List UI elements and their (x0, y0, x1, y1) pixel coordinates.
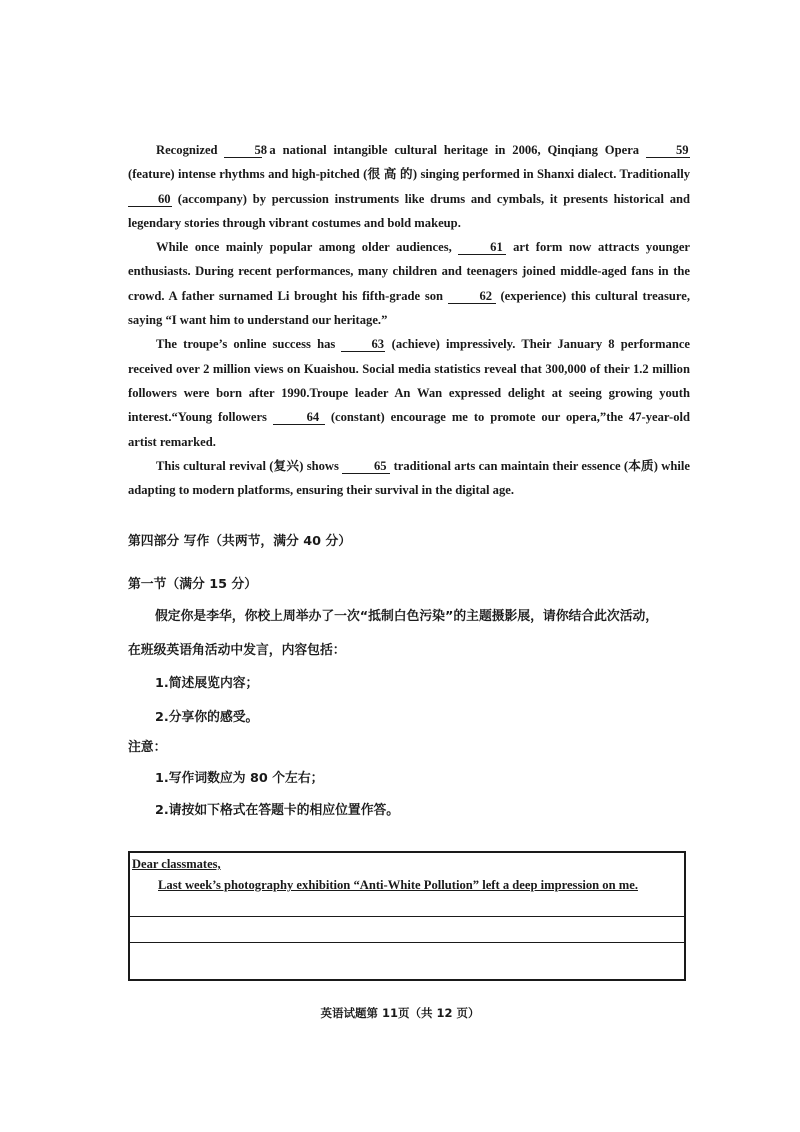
greeting: Dear classmates, (132, 857, 221, 871)
text: (accompany) by percussion instruments like drums and cymbals, it presents historical and legendary stories through vibrant costumes and bold makeup. (128, 191, 691, 230)
blank-58: 58 (224, 143, 262, 158)
part-title: 第四部分 写作（共两节，满分 40 分） (128, 534, 352, 549)
blank-65: 65 (342, 459, 390, 474)
note-label: 注意： (128, 740, 167, 755)
writing-line (130, 942, 684, 943)
writing-line (130, 916, 684, 917)
text: Recognized (156, 143, 218, 157)
passage (128, 138, 690, 502)
paragraph-4 (128, 454, 690, 503)
text: a national intangible cultural heritage in 2006, Qinqiang Opera (269, 143, 640, 157)
text: (achieve) impressively. Their January 8 performance received over 2 million views on Kuaishou. Social media statistics reveal that 300,000 of their 1.2 million followers were born after 1990.Troupe leader An Wan expressed delight at seeing growing youth interest.“Young followers (128, 337, 690, 425)
blank-63: 63 (341, 337, 385, 352)
prompt-line-1: 假定你是李华，你校上周举办了一次“抵制白色污染”的主题摄影展，请你结合此次活动， (155, 609, 659, 624)
text: While once mainly popular among older audiences, (156, 240, 452, 255)
text: This cultural revival (复兴) shows (156, 458, 339, 473)
first-sentence: Last week’s photography exhibition “Anti-White Pollution” left a deep impression on me. (158, 878, 638, 892)
section-title: 第一节（满分 15 分） (128, 577, 258, 592)
text: art form now attracts younger enthusiasts. During recent performances, many children and teenagers joined middle-aged fans in the crowd. A father surnamed Li brought his fifth-grade son (128, 240, 690, 303)
blank-59: 59 (646, 143, 690, 158)
text: traditional arts can maintain their essence (本质) while adapting to modern platforms, ensuring their survival in the digital age. (128, 458, 690, 498)
blank-60: 60 (128, 192, 172, 207)
prompt-line-2: 在班级英语角活动中发言，内容包括： (128, 643, 346, 658)
paragraph-2 (128, 235, 690, 332)
paragraph-1 (128, 138, 690, 235)
content-item-2: 2.分享你的感受。 (155, 710, 259, 725)
answer-box (128, 851, 686, 981)
paragraph-3 (128, 332, 690, 453)
text: (feature) intense rhythms and high-pitched (很 高 的) singing performed in Shanxi dialect. Traditionally (128, 167, 690, 182)
blank-61: 61 (458, 240, 506, 255)
page-footer: 英语试题第 11页（共 12 页） (320, 1006, 480, 1020)
text: (experience) this cultural treasure, saying “I want him to understand our heritage.” (128, 288, 690, 328)
note-1: 1.写作词数应为 80 个左右； (155, 771, 324, 786)
blank-62: 62 (448, 289, 496, 304)
text: (constant) encourage me to promote our opera,”the 47-year-old artist remarked. (128, 410, 690, 449)
blank-64: 64 (273, 410, 325, 425)
content-item-1: 1.简述展览内容； (155, 676, 259, 691)
note-2: 2.请按如下格式在答题卡的相应位置作答。 (155, 803, 400, 818)
text: The troupe’s online success has (156, 337, 336, 352)
